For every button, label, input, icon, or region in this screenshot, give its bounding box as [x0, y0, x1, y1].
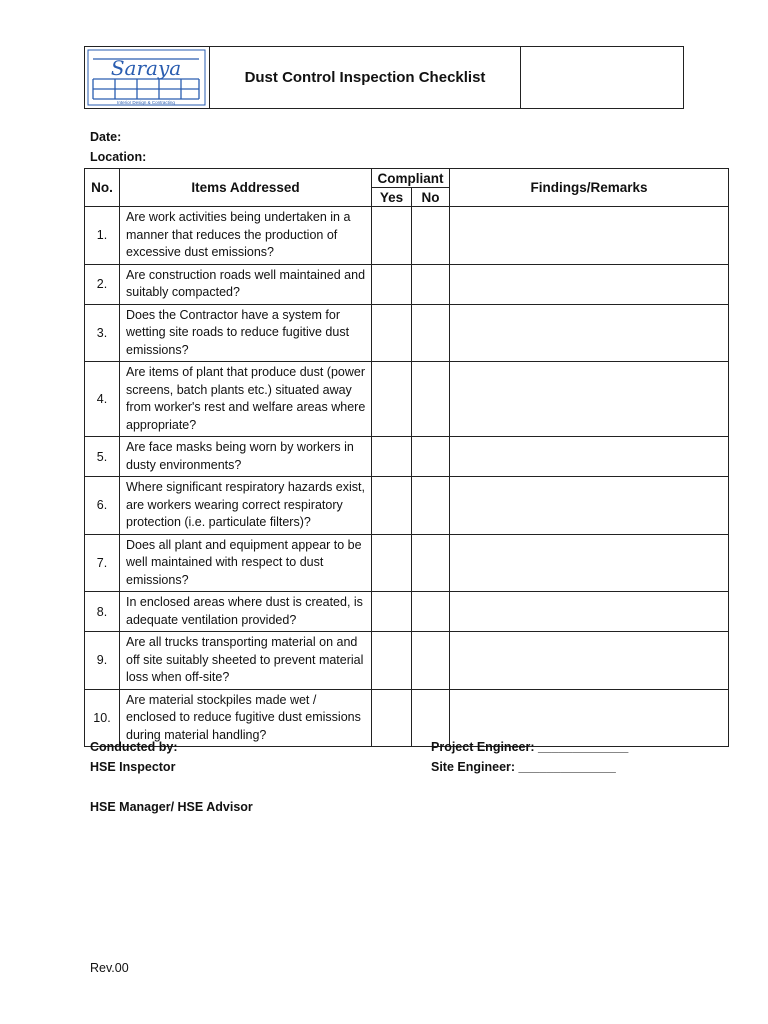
document-header — [84, 46, 684, 109]
row-number: 2. — [85, 264, 120, 304]
table-row — [85, 362, 729, 437]
compliant-no-cell — [412, 437, 450, 477]
findings-remarks-cell — [450, 534, 729, 592]
compliant-yes-cell — [372, 264, 412, 304]
table-row — [85, 304, 729, 362]
row-number: 1. — [85, 207, 120, 265]
row-number: 3. — [85, 304, 120, 362]
compliant-yes-cell — [372, 632, 412, 690]
findings-remarks-cell — [450, 592, 729, 632]
compliant-yes-cell — [372, 207, 412, 265]
item-text: Are all trucks transporting material on and off site suitably sheeted to prevent material loss when off-site? — [120, 632, 372, 690]
compliant-yes-cell — [372, 534, 412, 592]
findings-remarks-cell — [450, 264, 729, 304]
findings-remarks-cell — [450, 437, 729, 477]
header-findings-remarks: Findings/Remarks — [450, 169, 729, 207]
compliant-no-cell — [412, 362, 450, 437]
row-number: 7. — [85, 534, 120, 592]
compliant-yes-cell — [372, 304, 412, 362]
row-number: 5. — [85, 437, 120, 477]
compliant-no-cell — [412, 592, 450, 632]
item-text: Where significant respiratory hazards exist, are workers wearing correct respiratory protection (i.e. particulate filters)? — [120, 477, 372, 535]
row-number: 6. — [85, 477, 120, 535]
company-logo — [87, 49, 206, 106]
site-engineer-label: Site Engineer: ______________ — [431, 760, 616, 774]
table-row — [85, 632, 729, 690]
header-blank-cell — [521, 47, 683, 108]
table-row — [85, 477, 729, 535]
header-no: No. — [85, 169, 120, 207]
revision-label: Rev.00 — [90, 961, 129, 975]
item-text: Are construction roads well maintained and suitably compacted? — [120, 264, 372, 304]
row-number: 9. — [85, 632, 120, 690]
compliant-no-cell — [412, 477, 450, 535]
compliant-yes-cell — [372, 477, 412, 535]
checklist-table — [84, 168, 729, 747]
document-title: Dust Control Inspection Checklist — [210, 47, 521, 108]
compliant-no-cell — [412, 264, 450, 304]
compliant-yes-cell — [372, 362, 412, 437]
compliant-yes-cell — [372, 437, 412, 477]
findings-remarks-cell — [450, 207, 729, 265]
findings-remarks-cell — [450, 689, 729, 747]
logo-cell — [85, 47, 210, 108]
hse-inspector-label: HSE Inspector — [90, 760, 176, 774]
item-text: Are face masks being worn by workers in dusty environments? — [120, 437, 372, 477]
svg-text:Saraya: Saraya — [110, 56, 182, 80]
table-row — [85, 534, 729, 592]
row-number: 4. — [85, 362, 120, 437]
location-label: Location: — [90, 150, 147, 164]
header-items-addressed: Items Addressed — [120, 169, 372, 207]
table-row — [85, 264, 729, 304]
compliant-yes-cell — [372, 689, 412, 747]
compliant-no-cell — [412, 534, 450, 592]
row-number: 10. — [85, 689, 120, 747]
date-label: Date: — [90, 130, 122, 144]
hse-manager-label: HSE Manager/ HSE Advisor — [90, 800, 253, 814]
table-row — [85, 592, 729, 632]
findings-remarks-cell — [450, 362, 729, 437]
svg-text:Interior Design & Contracting: Interior Design & Contracting — [117, 100, 175, 105]
header-yes: Yes — [372, 188, 412, 207]
findings-remarks-cell — [450, 477, 729, 535]
table-row — [85, 437, 729, 477]
project-engineer-label: Project Engineer: _____________ — [431, 740, 629, 754]
compliant-yes-cell — [372, 592, 412, 632]
row-number: 8. — [85, 592, 120, 632]
table-row — [85, 689, 729, 747]
compliant-no-cell — [412, 207, 450, 265]
item-text: Does the Contractor have a system for wetting site roads to reduce fugitive dust emissions? — [120, 304, 372, 362]
findings-remarks-cell — [450, 304, 729, 362]
header-no-sub: No — [412, 188, 450, 207]
compliant-no-cell — [412, 304, 450, 362]
item-text: In enclosed areas where dust is created, is adequate ventilation provided? — [120, 592, 372, 632]
compliant-no-cell — [412, 632, 450, 690]
table-row — [85, 207, 729, 265]
item-text: Are material stockpiles made wet / enclosed to reduce fugitive dust emissions during material handling? — [120, 689, 372, 747]
compliant-no-cell — [412, 689, 450, 747]
header-compliant: Compliant — [372, 169, 450, 188]
checklist-rows — [85, 207, 729, 747]
item-text: Are items of plant that produce dust (power screens, batch plants etc.) situated away from worker's rest and welfare areas where appropriate? — [120, 362, 372, 437]
item-text: Are work activities being undertaken in a manner that reduces the production of excessive dust emissions? — [120, 207, 372, 265]
item-text: Does all plant and equipment appear to be well maintained with respect to dust emissions? — [120, 534, 372, 592]
conducted-by-label: Conducted by: — [90, 740, 178, 754]
findings-remarks-cell — [450, 632, 729, 690]
